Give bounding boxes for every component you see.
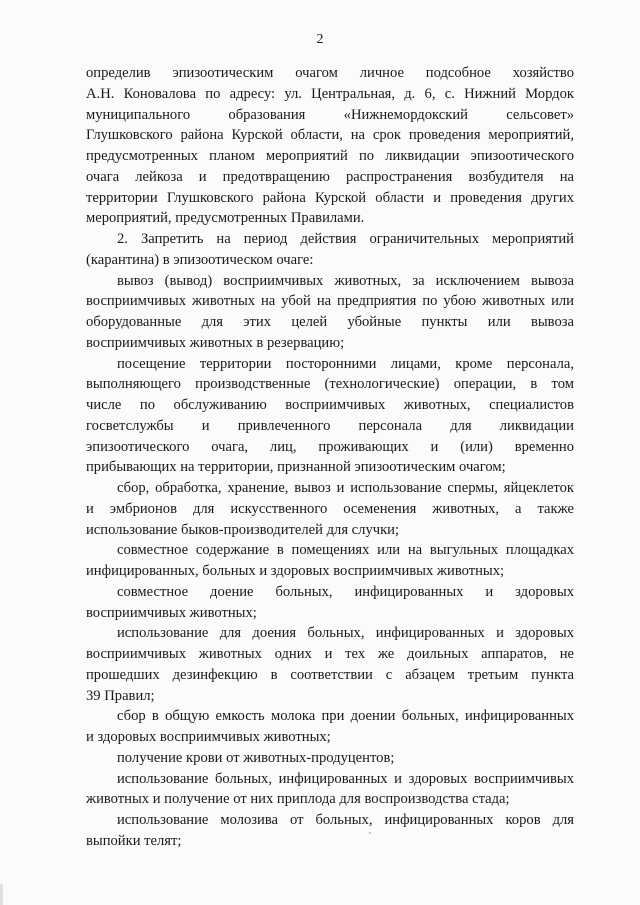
text-line: выполняющего производственные (технологические) операции, в том [86,376,574,393]
text-line: прибывающих на территории, признанной эпизоотическим очагом; [86,459,506,476]
text-line: инфицированных, больных и здоровых восприимчивых животных; [86,563,505,579]
text-line: оборудованные для этих целей убойные пункты или вывоза [86,314,574,330]
paragraph-first-line: 2. Запретить на период действия ограничительных мероприятий [117,231,574,247]
scan-edge-shadow [0,884,3,905]
paragraph-first-line: использование больных, инфицированных и здоровых восприимчивых [117,770,574,787]
text-line: и эмбрионов для искусственного осеменения животных, а также [86,500,574,517]
text-line: А.Н. Коновалова по адресу: ул. Центральная, д. 6, с. Нижний Мордок [86,85,574,102]
text-line: животных и получение от них приплода для воспроизводства стада; [86,791,510,808]
paragraph-first-line: сбор в общую емкость молока при доении больных, инфицированных [117,708,574,725]
scan-speck [369,832,371,834]
paragraph-first-line: получение крови от животных-продуцентов; [117,749,395,766]
text-line: госветслужбы и привлеченного персонала для ликвидации [86,417,574,434]
text-line: предусмотренных планом мероприятий по ликвидации эпизоотического [86,148,574,164]
text-line: восприимчивых животных; [86,604,257,621]
text-line: восприимчивых животных одних и тех же доильных аппаратов, не [86,646,574,662]
text-line: числе по обслуживанию восприимчивых животных, специалистов [86,397,574,413]
paragraph-first-line: посещение территории посторонними лицами, кроме персонала, [117,355,574,372]
paragraph-first-line: совместное содержание в помещениях или на выгульных площадках [117,542,574,559]
text-line: мероприятий, предусмотренных Правилами. [86,210,365,227]
paragraph-first-line: совместное доение больных, инфицированных и здоровых [117,583,574,600]
text-line: очага лейкоза и предотвращению распространения возбудителя на [86,168,574,185]
page-number: 2 [316,32,324,47]
text-line: восприимчивых животных в резервацию; [86,334,345,351]
document-body [86,63,574,852]
text-line: территории Глушковского района Курской области и проведения других [86,189,574,206]
paragraph-first-line: использование молозива от больных, инфицированных коров для [117,812,574,828]
text-line: эпизоотического очага, лиц, проживающих и (или) временно [86,438,574,455]
text-line: использование быков-производителей для случки; [86,521,400,538]
paragraph-first-line: использование для доения больных, инфицированных и здоровых [117,625,574,642]
text-line: прошедших дезинфекцию в соответствии с абзацем третьим пункта [86,666,574,683]
paragraph-first-line: вывоз (вывод) восприимчивых животных, за исключением вывоза [117,272,574,289]
text-line: и здоровых восприимчивых животных; [86,729,331,745]
text-line: (карантина) в эпизоотическом очаге: [86,251,314,268]
text-line: восприимчивых животных на убой на предприятия по убою животных или [86,293,574,310]
text-line: выпойки телят; [86,832,182,849]
text-line: определив эпизоотическим очагом личное подсобное хозяйство [86,65,574,81]
text-line: 39 Правил; [86,687,155,704]
paragraph-first-line: сбор, обработка, хранение, вывоз и использование спермы, яйцеклеток [117,480,574,496]
text-line: Глушковского района Курской области, на срок проведения мероприятий, [86,127,574,144]
text-line: муниципального образования «Нижнемордокский сельсовет» [86,106,574,123]
